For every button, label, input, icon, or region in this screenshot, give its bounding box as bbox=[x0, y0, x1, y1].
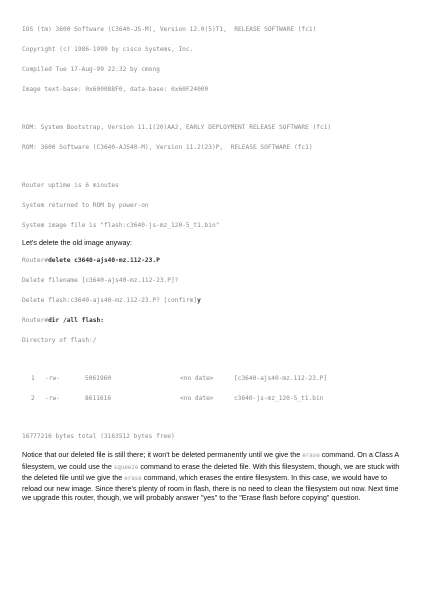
ios-version-line: IOS (tm) 3600 Software (C3640-JS-M), Version 12.0(5)T1, RELEASE SOFTWARE (fc1) bbox=[22, 26, 317, 33]
file-date: <no date> bbox=[180, 375, 214, 383]
closing-text-3: command to erase the deleted file. With this filesystem, though, we are stuck with the deleted file until we give the bbox=[22, 461, 400, 482]
prompt: Router# bbox=[22, 257, 49, 265]
confirm-delete-line bbox=[22, 297, 408, 305]
image-base-line: Image text-base: 0x600088F0, data-base: 0x60F24000 bbox=[22, 86, 209, 93]
inline-code-erase: erase bbox=[124, 475, 142, 482]
confirm-answer: y bbox=[197, 297, 201, 305]
inline-code-squeeze: squeeze bbox=[113, 464, 139, 471]
show-version-block bbox=[22, 26, 408, 94]
closing-text-2: command. On a Class A filesystem, we could use the bbox=[22, 450, 399, 471]
file-permissions: -rw- bbox=[45, 375, 60, 383]
rom-block bbox=[22, 124, 408, 152]
table-row bbox=[22, 375, 408, 383]
rom-software-line: ROM: 3600 Software (C3640-AJS40-M), Version 11.2(23)P, RELEASE SOFTWARE (fc1) bbox=[22, 144, 313, 151]
inline-code-erase: erase bbox=[302, 453, 320, 460]
dir-command-line bbox=[22, 317, 408, 325]
file-date: <no date> bbox=[180, 395, 214, 403]
closing-text-1: Notice that our deleted file is still there; it won't be deleted permanently until we give the bbox=[22, 450, 303, 460]
uptime-block bbox=[22, 182, 408, 230]
typed-command: dir /all flash: bbox=[48, 317, 104, 325]
compiled-line: Compiled Tue 17-Aug-99 22:32 by cmong bbox=[22, 66, 160, 73]
file-name: c3640-js-mz_120-5_t1.bin bbox=[234, 395, 324, 403]
typed-command: delete c3640-ajs40-mz.112-23.P bbox=[48, 257, 160, 265]
confirm-filename-line: Delete filename [c3640-ajs40-mz.112-23.P]? bbox=[22, 277, 179, 285]
file-permissions: -rw- bbox=[45, 395, 60, 403]
uptime-line: Router uptime is 6 minutes bbox=[22, 182, 119, 189]
delete-command-line bbox=[22, 257, 408, 265]
directory-listing bbox=[22, 375, 408, 403]
file-size: 5061960 bbox=[85, 375, 112, 383]
intro-paragraph: Let's delete the old image anyway: bbox=[22, 238, 133, 247]
file-name: [c3640-ajs40-mz.112-23.P] bbox=[234, 375, 328, 383]
confirm-delete-text: Delete flash:c3640-ajs40-mz.112-23.P? [confirm] bbox=[22, 297, 198, 305]
image-file-line: System image file is "flash:c3640-js-mz_120-5_t1.bin" bbox=[22, 222, 220, 229]
rom-bootstrap-line: ROM: System Bootstrap, Version 11.1(20)AA2, EARLY DEPLOYMENT RELEASE SOFTWARE (fc1) bbox=[22, 124, 332, 131]
delete-session-block bbox=[22, 257, 408, 345]
document-page bbox=[22, 26, 408, 503]
directory-header: Directory of flash:/ bbox=[22, 337, 97, 345]
copyright-line: Copyright (c) 1986-1999 by cisco Systems, Inc. bbox=[22, 46, 194, 53]
file-size: 8611616 bbox=[85, 395, 112, 403]
closing-paragraph bbox=[22, 450, 408, 502]
bytes-total-line: 16777216 bytes total (3163512 bytes free) bbox=[22, 433, 175, 441]
file-index: 1 bbox=[31, 375, 35, 383]
prompt: Router# bbox=[22, 317, 49, 325]
table-row bbox=[22, 395, 408, 403]
closing-text-4: command, which erases the entire filesystem. In this case, we would have to reload our new image. Since there's plenty of room in flash, there is no need to clean the filesystem out now. Next time we upgrade this router, though, we will probably answer "yes" to the "Erase flash before copying" question. bbox=[22, 472, 399, 503]
file-index: 2 bbox=[31, 395, 35, 403]
returned-rom-line: System returned to ROM by power-on bbox=[22, 202, 149, 209]
